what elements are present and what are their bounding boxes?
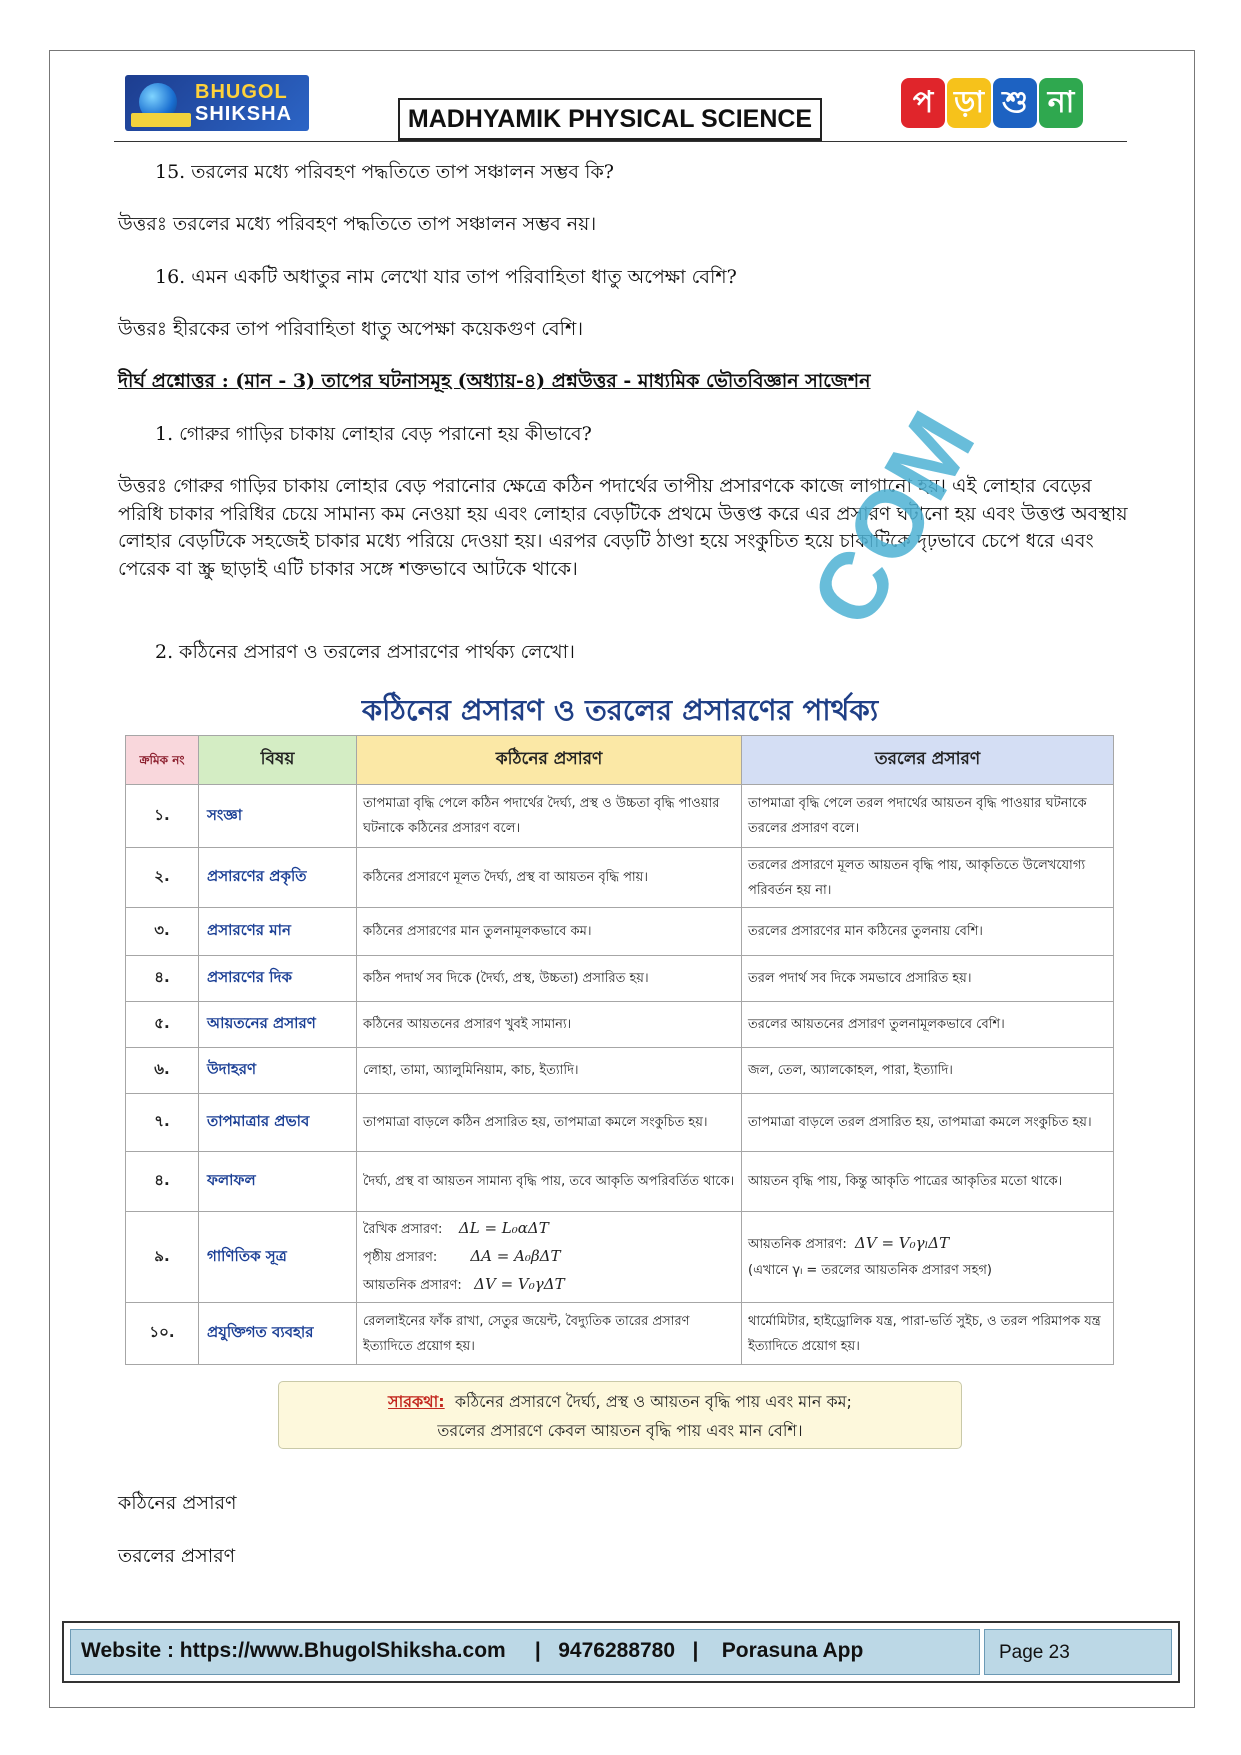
summary-text-1: কঠিনের প্রসারণে দৈর্ঘ্য, প্রস্থ ও আয়তন বৃদ্ধি পায় এবং মান কম; [454, 1392, 852, 1411]
row-liquid: তাপমাত্রা বৃদ্ধি পেলে তরল পদার্থের আয়তন বৃদ্ধি পাওয়ার ঘটনাকে তরলের প্রসারণ বলে। [742, 785, 1114, 848]
table-row [126, 848, 1114, 908]
comparison-table [125, 735, 1114, 1365]
row-subject: ফলাফল [199, 1152, 357, 1212]
table-row [126, 1048, 1114, 1094]
question-15: 15. তরলের মধ্যে পরিবহণ পদ্ধতিতে তাপ সঞ্চালন সম্ভব কি? [155, 161, 614, 183]
header-subject: বিষয় [199, 736, 357, 785]
formula-text: ΔV = V₀γₗΔT [855, 1234, 950, 1252]
row-solid: কঠিনের প্রসারণের মান তুলনামূলকভাবে কম। [357, 908, 742, 956]
row-number: ৩. [126, 908, 199, 956]
row-subject: উদাহরণ [199, 1048, 357, 1094]
formula-text: ΔL = L₀αΔT [458, 1219, 549, 1237]
row-solid: লোহা, তামা, অ্যালুমিনিয়াম, কাচ, ইত্যাদি। [357, 1048, 742, 1094]
row-solid-formulas [357, 1212, 742, 1303]
row-subject: তাপমাত্রার প্রভাব [199, 1094, 357, 1152]
formula-line-areal [363, 1243, 735, 1271]
row-subject: সংজ্ঞা [199, 785, 357, 848]
answer-15: উত্তরঃ তরলের মধ্যে পরিবহণ পদ্ধতিতে তাপ সঞ্চালন সম্ভব নয়। [118, 213, 597, 235]
summary-line-1 [279, 1387, 961, 1416]
header-liquid: তরলের প্রসারণ [742, 736, 1114, 785]
row-solid: কঠিনের প্রসারণে মূলত দৈর্ঘ্য, প্রস্থ বা আয়তন বৃদ্ধি পায়। [357, 848, 742, 908]
infographic-title: কঠিনের প্রসারণ ও তরলের প্রসারণের পার্থক্য [361, 693, 879, 727]
row-liquid: জল, তেল, অ্যালকোহল, পারা, ইত্যাদি। [742, 1048, 1114, 1094]
formula-label: আয়তনিক প্রসারণ: [363, 1278, 462, 1293]
porasuna-letter-1: প [901, 78, 945, 128]
row-number: ৭. [126, 1094, 199, 1152]
table-row [126, 908, 1114, 956]
porasuna-logo [901, 78, 1083, 128]
section-heading: দীর্ঘ প্রশ্নোত্তর : (মান - 3) তাপের ঘটনাসমূহ (অধ্যায়-৪) প্রশ্নউত্তর - মাধ্যমিক ভৌতবিজ্ঞান সাজেশন [118, 370, 871, 392]
row-subject: প্রযুক্তিগত ব্যবহার [199, 1303, 357, 1365]
row-solid: তাপমাত্রা বৃদ্ধি পেলে কঠিন পদার্থের দৈর্ঘ্য, প্রস্থ ও উচ্চতা বৃদ্ধি পাওয়ার ঘটনাকে কঠিনের প্রসারণ বলে। [357, 785, 742, 848]
row-number: ১. [126, 785, 199, 848]
porasuna-letter-2: ড়া [947, 78, 991, 128]
label-liquid-expansion: তরলের প্রসারণ [118, 1545, 236, 1567]
label-solid-expansion: কঠিনের প্রসারণ [118, 1492, 237, 1514]
row-subject: প্রসারণের দিক [199, 956, 357, 1002]
row-liquid: তরলের প্রসারণে মূলত আয়তন বৃদ্ধি পায়, আকৃতিতে উলেখযোগ্য পরিবর্তন হয় না। [742, 848, 1114, 908]
row-subject: গাণিতিক সূত্র [199, 1212, 357, 1303]
formula-label: পৃষ্ঠীয় প্রসারণ: [363, 1250, 438, 1265]
row-liquid: তরলের আয়তনের প্রসারণ তুলনামূলকভাবে বেশি। [742, 1002, 1114, 1048]
table-row [126, 956, 1114, 1002]
footer-page-number: Page 23 [984, 1629, 1172, 1675]
row-solid: রেললাইনের ফাঁক রাখা, সেতুর জয়েন্ট, বৈদ্যুতিক তারের প্রসারণ ইত্যাদিতে প্রয়োগ হয়। [357, 1303, 742, 1365]
row-number: ৪. [126, 1152, 199, 1212]
row-number: ৫. [126, 1002, 199, 1048]
summary-box [278, 1381, 962, 1449]
table-row [126, 1303, 1114, 1365]
row-number: ৬. [126, 1048, 199, 1094]
row-liquid: তাপমাত্রা বাড়লে তরল প্রসারিত হয়, তাপমাত্রা কমলে সংকুচিত হয়। [742, 1094, 1114, 1152]
row-subject: আয়তনের প্রসারণ [199, 1002, 357, 1048]
porasuna-letter-3: শু [993, 78, 1037, 128]
formula-line-linear [363, 1215, 735, 1243]
long-answer-1: উত্তরঃ গোরুর গাড়ির চাকায় লোহার বেড় পরানোর ক্ষেত্রে কঠিন পদার্থের তাপীয় প্রসারণকে কাজে লাগানো হয়। এই লোহার বেড়ের পরিধি চাকার পরিধির চেয়ে সামান্য কম নেওয়া হয় এবং লোহার বেড়টিকে প্রথমে উত্তপ্ত করে এর প্রসারণ ঘটানো হয় এবং উত্তপ্ত অবস্থায় লোহার বেড়টিকে সহজেই চাকার মধ্যে পরিয়ে দেওয়া হয়। এরপর বেড়টি ঠাণ্ডা হয়ে সংকুচিত হয়ে চাকাটিকে দৃঢ়ভাবে চেপে ধরে এবং পেরেক বা স্ক্রু ছাড়াই এটি চাকার সঙ্গে শক্তভাবে আটকে থাকে। [118, 475, 1128, 580]
table-row [126, 1152, 1114, 1212]
row-liquid: তরলের প্রসারণের মান কঠিনের তুলনায় বেশি। [742, 908, 1114, 956]
footer-contact: Website : https://www.BhugolShiksha.com | 9476288780 | Porasuna App [70, 1629, 980, 1675]
formula-label: রৈখিক প্রসারণ: [363, 1222, 443, 1237]
row-number: ৪. [126, 956, 199, 1002]
bhugol-shiksha-logo [125, 75, 309, 131]
row-solid: দৈর্ঘ্য, প্রস্থ বা আয়তন সামান্য বৃদ্ধি পায়, তবে আকৃতি অপরিবর্তিত থাকে। [357, 1152, 742, 1212]
logo-text-line2: SHIKSHA [195, 103, 293, 125]
table-row [126, 785, 1114, 848]
logo-text-line1: BHUGOL [195, 81, 288, 103]
row-liquid: তরল পদার্থ সব দিকে সমভাবে প্রসারিত হয়। [742, 956, 1114, 1002]
question-16: 16. এমন একটি অধাতুর নাম লেখো যার তাপ পরিবাহিতা ধাতু অপেক্ষা বেশি? [155, 266, 737, 288]
header-serial: ক্রমিক নং [126, 736, 199, 785]
header-divider [114, 141, 1127, 142]
row-liquid-formula [742, 1212, 1114, 1303]
liquid-formula-note: (এখানে γₗ = তরলের আয়তনিক প্রসারণ সহগ) [748, 1263, 992, 1278]
row-liquid: থার্মোমিটার, হাইড্রোলিক যন্ত্র, পারা-ভর্তি সুইচ, ও তরল পরিমাপক যন্ত্র ইত্যাদিতে প্রয়োগ হয়। [742, 1303, 1114, 1365]
page-header-title: MADHYAMIK PHYSICAL SCIENCE [398, 98, 822, 141]
table-row-formula [126, 1212, 1114, 1303]
answer-16: উত্তরঃ হীরকের তাপ পরিবাহিতা ধাতু অপেক্ষা কয়েকগুণ বেশি। [118, 318, 584, 340]
row-number: ২. [126, 848, 199, 908]
long-question-2: 2. কঠিনের প্রসারণ ও তরলের প্রসারণের পার্থক্য লেখো। [155, 641, 575, 663]
row-solid: তাপমাত্রা বাড়লে কঠিন প্রসারিত হয়, তাপমাত্রা কমলে সংকুচিত হয়। [357, 1094, 742, 1152]
page-footer [62, 1621, 1180, 1683]
row-solid: কঠিন পদার্থ সব দিকে (দৈর্ঘ্য, প্রস্থ, উচ্চতা) প্রসারিত হয়। [357, 956, 742, 1002]
porasuna-letter-4: না [1039, 78, 1083, 128]
row-subject: প্রসারণের প্রকৃতি [199, 848, 357, 908]
watermark: COM [790, 393, 997, 644]
formula-label: আয়তনিক প্রসারণ: [748, 1237, 847, 1252]
table-row [126, 1094, 1114, 1152]
formula-line-volume [363, 1271, 735, 1299]
row-subject: প্রসারণের মান [199, 908, 357, 956]
formula-text: ΔV = V₀γΔT [474, 1275, 565, 1293]
row-solid: কঠিনের আয়তনের প্রসারণ খুবই সামান্য। [357, 1002, 742, 1048]
row-liquid: আয়তন বৃদ্ধি পায়, কিন্তু আকৃতি পাত্রের আকৃতির মতো থাকে। [742, 1152, 1114, 1212]
long-question-1: 1. গোরুর গাড়ির চাকায় লোহার বেড় পরানো হয় কীভাবে? [155, 423, 592, 445]
liquid-formula-line [748, 1230, 1107, 1258]
book-icon [131, 113, 191, 127]
row-number: ১০. [126, 1303, 199, 1365]
summary-line-2: তরলের প্রসারণে কেবল আয়তন বৃদ্ধি পায় এবং মান বেশি। [437, 1421, 803, 1440]
row-number: ৯. [126, 1212, 199, 1303]
header-solid: কঠিনের প্রসারণ [357, 736, 742, 785]
summary-key: সারকথা: [388, 1392, 445, 1411]
table-row [126, 1002, 1114, 1048]
formula-text: ΔA = A₀βΔT [470, 1247, 561, 1265]
